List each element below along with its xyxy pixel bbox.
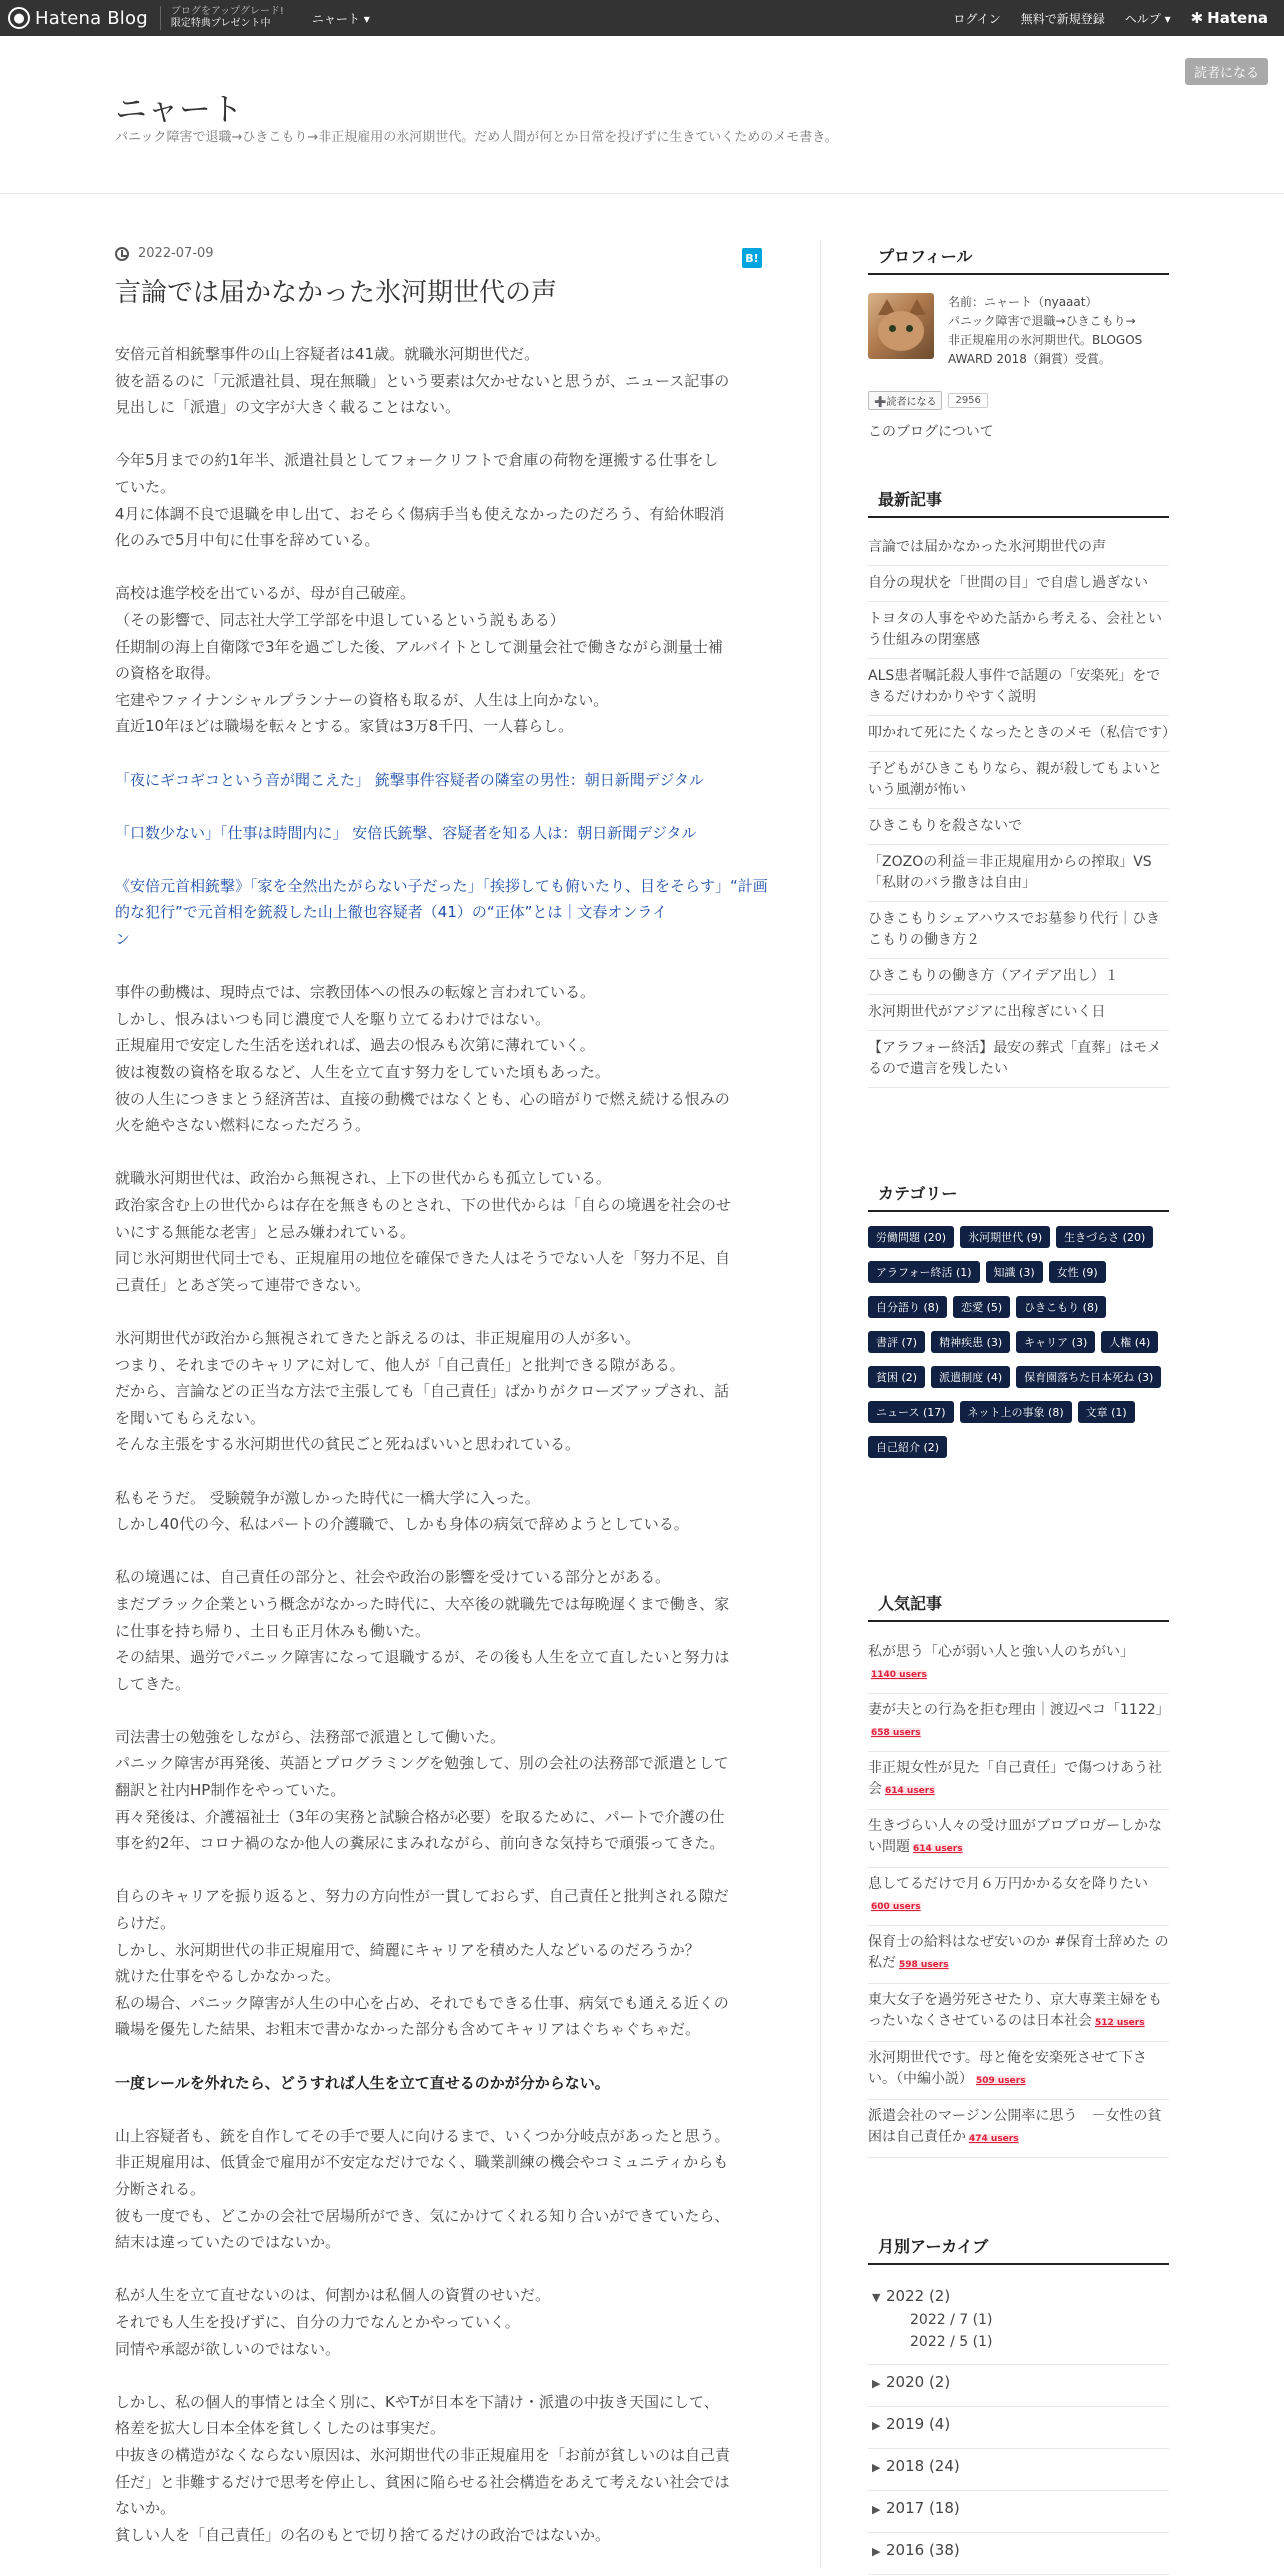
archive-year-open[interactable]	[868, 2279, 1169, 2365]
body-line: らけだ。	[115, 1914, 176, 1933]
body-line: 今年5月までの約1年半、派遣社員としてフォークリフトで倉庫の荷物を運搬する仕事をし	[115, 451, 719, 470]
popular-post-item[interactable]	[868, 2042, 1169, 2100]
recent-post-link[interactable]: ひきこもりシェアハウスでお墓参り代行｜ひきこもりの働き方２	[868, 902, 1169, 959]
brand-name: Hatena Blog	[35, 7, 148, 29]
hatena-logo-icon: ●	[8, 7, 30, 29]
hatena-bookmark-button[interactable]: B!	[742, 248, 762, 268]
category-tag[interactable]: 労働問題 (20)	[868, 1226, 954, 1248]
popular-post-title[interactable]: 妻が夫との行為を拒む理由｜渡辺ペコ「1122」	[868, 1702, 1170, 1718]
body-line: しかし、氷河期世代の非正規雇用で、綺麗にキャリアを積めた人などいるのだろうか？	[115, 1940, 700, 1959]
body-line: 職場を優先した結果、お粗末で書かなかった部分も含めてキャリアはぐちゃぐちゃだ。	[115, 2020, 701, 2039]
popular-post-item[interactable]	[868, 1752, 1169, 1810]
avatar[interactable]	[868, 293, 934, 359]
body-line: そんな主張をする氷河期世代の貧民ごと死ねばいいと思われている。	[115, 1435, 581, 1454]
body-line: 山上容疑者も、銃を自作してその手で要人に向けるまで、いくつか分岐点があったと思う。	[115, 2126, 730, 2145]
hatena-label: Hatena	[1207, 9, 1268, 27]
body-line: 化のみで5月中旬に仕事を辞めている。	[115, 531, 380, 550]
popular-post-title[interactable]: 息してるだけで月６万円かかる女を降りたい	[868, 1876, 1148, 1892]
category-tag[interactable]: アラフォー終活 (1)	[868, 1261, 980, 1283]
body-line: 司法書士の勉強をしながら、法務部で派遣として働いた。	[115, 1727, 506, 1746]
body-line[interactable]: 《安倍元首相銃撃》「家を全然出たがらない子だった」「挨拶しても俯いたり、目をそらす」“計画的な犯行”で元首相を銃殺した山上徹也容疑者（41）の“正体”とは｜文春オンライ	[115, 876, 768, 922]
archive-year[interactable]	[868, 2533, 1169, 2575]
body-line: の資格を取得。	[115, 664, 221, 683]
bookmark-users-badge[interactable]: 474 users	[969, 2134, 1019, 2144]
archive-year[interactable]	[868, 2365, 1169, 2407]
body-line: 安倍元首相銃撃事件の山上容疑者は41歳。就職氷河期世代だ。	[115, 345, 540, 363]
archive-year-label[interactable]: 2017 (18)	[886, 2499, 960, 2517]
archive-year[interactable]	[868, 2491, 1169, 2533]
help-dropdown[interactable]: ヘルプ ▾	[1124, 11, 1171, 26]
category-tag[interactable]: 人権 (4)	[1101, 1331, 1158, 1353]
body-line: 自らのキャリアを振り返ると、努力の方向性が一貫しておらず、自己責任と批判される隙だ	[115, 1887, 729, 1906]
blog-description: パニック障害で退職→ひきこもり→非正規雇用の氷河期世代。だめ人間が何とか日常を投げずに生きていくためのメモ書き。	[115, 130, 838, 145]
popular-post-item[interactable]	[868, 1868, 1169, 1926]
body-line: 4月に体調不良で退職を申し出て、おそらく傷病手当も使えなかったのだろう、有給休暇消	[115, 504, 725, 523]
recent-post-link[interactable]: 【アラフォー終活】最安の葬式「直葬」はモメるので遺言を残したい	[868, 1031, 1169, 1088]
related-article-link[interactable]	[115, 873, 775, 953]
bookmark-users-badge[interactable]: 614 users	[913, 1844, 963, 1854]
recent-post-link[interactable]: 「ZOZOの利益＝非正規雇用からの搾取」VS「私財のバラ撒きは自由」	[868, 845, 1169, 902]
archive-module	[868, 2234, 1169, 2575]
popular-post-item[interactable]	[868, 1636, 1169, 1694]
profile-heading: プロフィール	[868, 244, 1169, 275]
clock-icon	[115, 247, 129, 261]
body-line: （その影響で、同志社大学工学部を中退しているという説もある）	[115, 610, 565, 629]
popular-posts-module	[868, 1591, 1169, 2158]
body-paragraph	[115, 2070, 775, 2097]
recent-posts-module	[868, 487, 1176, 1088]
body-line: 彼も一度でも、どこかの会社で居場所ができ、気にかけてくれる知り合いができていたら、	[115, 2206, 730, 2225]
body-line: 任期制の海上自衛隊で3年を過ごした後、アルバイトとして測量会社で働きながら測量士補	[115, 637, 723, 656]
triangle-right-icon[interactable]: ▶	[872, 2503, 881, 2516]
body-line: 就職氷河期世代は、政治から無視され、上下の世代からも孤立している。	[115, 1169, 611, 1188]
category-tag[interactable]: 派遣制度 (4)	[931, 1366, 1010, 1388]
promo-line2: 限定特典プレゼント中	[170, 18, 271, 29]
popular-post-title[interactable]: 私が思う「心が弱い人と強い人のちがい」	[868, 1644, 1134, 1660]
triangle-right-icon[interactable]: ▶	[872, 2419, 881, 2432]
triangle-down-icon[interactable]: ▼	[872, 2291, 881, 2304]
bookmark-users-badge[interactable]: 512 users	[1095, 2018, 1145, 2028]
body-line: 就けた仕事をやるしかなかった。	[115, 1967, 341, 1986]
hatena-blog-logo[interactable]	[8, 0, 148, 36]
triangle-right-icon[interactable]: ▶	[872, 2377, 881, 2390]
category-tag[interactable]: ニュース (17)	[868, 1401, 954, 1423]
body-paragraph	[115, 1883, 775, 2043]
body-line: いにする無能な老害」と忌み嫌われている。	[115, 1222, 416, 1241]
body-paragraph	[115, 1325, 775, 1458]
archive-year-label[interactable]: 2020 (2)	[886, 2373, 951, 2391]
bookmark-users-badge[interactable]: 600 users	[871, 1902, 921, 1912]
body-paragraph	[115, 341, 775, 421]
blog-header	[0, 36, 1284, 194]
sidebar-subscribe-button[interactable]: ➕読者になる	[868, 391, 942, 410]
categories-module	[868, 1181, 1169, 1471]
archive-month-link[interactable]: 2022 / 5 (1)	[910, 2334, 993, 2350]
hatena-home-link[interactable]	[1191, 9, 1268, 27]
category-tag[interactable]: 自己紹介 (2)	[868, 1436, 947, 1458]
body-line: 私の境遇には、自己責任の部分と、社会や政治の影響を受けている部分とがある。	[115, 1568, 671, 1587]
body-line: 火を絶やさない燃料になっただろう。	[115, 1116, 371, 1135]
subscriber-count[interactable]: 2956	[948, 393, 987, 408]
body-line[interactable]: 「夜にギコギコという音が聞こえた」 銃撃事件容疑者の隣室の男性：朝日新聞デジタル	[115, 770, 704, 789]
bookmark-users-badge[interactable]: 1140 users	[871, 1670, 927, 1680]
body-line[interactable]: ン	[115, 930, 131, 949]
recent-posts-list	[868, 530, 1176, 1088]
bookmark-users-badge[interactable]: 614 users	[885, 1786, 935, 1796]
recent-post-link[interactable]: ひきこもりの働き方（アイデア出し）１	[868, 959, 1169, 995]
popular-post-item[interactable]	[868, 1810, 1169, 1868]
login-link[interactable]: ログイン	[953, 11, 1001, 26]
category-tag[interactable]: 女性 (9)	[1049, 1261, 1106, 1283]
popular-post-item[interactable]	[868, 1984, 1169, 2042]
body-line: 見出しに「派遣」の文字が大きく載ることはない。	[115, 398, 461, 417]
about-blog-link[interactable]: このブログについて	[868, 424, 994, 440]
body-line: 氷河期世代が政治から無視されてきたと訴えるのは、非正規雇用の人が多い。	[115, 1328, 641, 1347]
body-line: 私もそうだ。 受験競争が激しかった時代に一橋大学に入った。	[115, 1488, 540, 1507]
profile-line: 非正規雇用の氷河期世代。BLOGOS	[948, 333, 1143, 347]
category-tag[interactable]: 生きづらさ (20)	[1056, 1226, 1153, 1248]
category-tag[interactable]: 文章 (1)	[1078, 1401, 1135, 1423]
profile-line: AWARD 2018（銅賞）受賞。	[948, 352, 1111, 366]
recent-post-link[interactable]: ひきこもりを殺さないで	[868, 809, 1169, 845]
body-paragraph	[115, 1564, 775, 1697]
body-line: 格差を拡大し日本全体を貧しくしたのは事実だ。	[115, 2419, 446, 2438]
body-line: しかし、私の個人的事情とは全く別に、KやTが日本を下請け・派遣の中抜き天国にして、	[115, 2392, 719, 2411]
entry-body	[115, 341, 775, 2548]
body-paragraph	[115, 2389, 775, 2549]
archive-year-label[interactable]: 2018 (24)	[886, 2457, 960, 2475]
popular-post-title[interactable]: 東大女子を過労死させたり、京大専業主婦をもったいなくさせているのは日本社会	[868, 1992, 1162, 2029]
recent-post-link[interactable]: トヨタの人事をやめた話から考える、会社という仕組みの閉塞感	[868, 602, 1169, 659]
category-tag[interactable]: ひきこもり (8)	[1016, 1296, 1106, 1318]
body-line: 中抜きの構造がなくならない原因は、氷河期世代の非正規雇用を「お前が貧しいのは自己責	[115, 2445, 731, 2464]
body-line: 一度レールを外れたら、どうすれば人生を立て直せるのかが分からない。	[115, 2073, 610, 2092]
body-paragraph	[115, 1724, 775, 1857]
body-paragraph	[115, 1485, 775, 1538]
body-line: だから、言論などの正当な方法で主張しても「自己責任」ばかりがクローズアップされ、話	[115, 1382, 730, 1401]
body-line: 任だ」と非難するだけで思考を停止し、貧困に陥らせる社会構造をあえて考えない社会では	[115, 2472, 730, 2491]
body-line: しかし、恨みはいつも同じ濃度で人を駆り立てるわけではない。	[115, 1009, 551, 1028]
column-divider	[820, 240, 821, 2568]
body-line: ていた。	[115, 477, 176, 496]
archive-year-label[interactable]: 2019 (4)	[886, 2415, 951, 2433]
archive-months	[872, 2309, 1169, 2353]
entry-date	[115, 246, 775, 261]
popular-posts-heading: 人気記事	[868, 1591, 1169, 1622]
body-line: それでも人生を投げずに、自分の力でなんとかやっていく。	[115, 2312, 520, 2331]
popular-post-title[interactable]: 派遣会社のマージン公開率に思う －女性の貧困は自己責任か	[868, 2108, 1162, 2145]
category-tag[interactable]: キャリア (3)	[1016, 1331, 1095, 1353]
triangle-right-icon[interactable]: ▶	[872, 2461, 881, 2474]
blog-menu-dropdown[interactable]: ニャート ▾	[311, 11, 370, 26]
body-line: 結末は違っていたのではないか。	[115, 2233, 341, 2252]
promo-line1: ブログをアップグレード!	[170, 6, 284, 17]
body-line: を聞いてもらえない。	[115, 1408, 266, 1427]
related-article-link[interactable]	[115, 820, 775, 847]
body-line: 彼を語るのに「元派遣社員、現在無職」という要素は欠かせないと思うが、ニュース記事の	[115, 371, 730, 390]
profile-line: 名前：ニャート（nyaaat）	[948, 295, 1098, 309]
archive-year[interactable]	[868, 2407, 1169, 2449]
popular-post-item[interactable]	[868, 2100, 1169, 2158]
entry-article	[115, 246, 775, 2575]
triangle-right-icon[interactable]: ▶	[872, 2545, 881, 2558]
body-line: 彼は複数の資格を取るなど、人生を立て直す努力をしていた頃もあった。	[115, 1063, 610, 1082]
body-line: 翻訳と社内HP制作をやっていた。	[115, 1781, 346, 1800]
recent-post-link[interactable]: ALS患者嘱託殺人事件で話題の「安楽死」をできるだけわかりやすく説明	[868, 659, 1169, 716]
body-line: してきた。	[115, 1674, 191, 1693]
body-line: 直近10年ほどは職場を転々とする。家賃は3万8千円、一人暮らし。	[115, 717, 574, 736]
category-tag[interactable]: 貧困 (2)	[868, 1366, 925, 1388]
archive-year-label[interactable]: 2022 (2)	[886, 2287, 951, 2305]
categories-heading: カテゴリー	[868, 1181, 1169, 1212]
body-line: 事件の動機は、現時点では、宗教団体への恨みの転嫁と言われている。	[115, 983, 596, 1002]
body-paragraph	[115, 979, 775, 1139]
global-header	[0, 0, 1284, 36]
body-line: その結果、過労でパニック障害になって退職するが、その後も人生を立て直したいと努力は	[115, 1648, 730, 1667]
body-line: 私の場合、パニック障害が人生の中心を占め、それでもできる仕事、病気でも通える近くの	[115, 1993, 729, 2012]
category-tag[interactable]: 氷河期世代 (9)	[960, 1226, 1050, 1248]
body-line: 非正規雇用は、低賃金で雇用が不安定なだけでなく、職業訓練の機会やコミュニティからも	[115, 2153, 729, 2172]
body-paragraph	[115, 447, 775, 553]
body-line: 貧しい人を「自己責任」の名のもとで切り捨てるだけの政治ではないか。	[115, 2525, 611, 2544]
body-line: 事を約2年、コロナ禍のなか他人の糞尿にまみれながら、前向きな気持ちで頑張ってきた。	[115, 1834, 725, 1853]
category-tag[interactable]: 精神疾患 (3)	[931, 1331, 1010, 1353]
archive-list	[868, 2279, 1169, 2575]
body-line: 再々発後は、介護福祉士（3年の実務と試験合格が必要）を取るために、パートで介護の仕	[115, 1807, 725, 1826]
category-tag[interactable]: 恋愛 (5)	[953, 1296, 1010, 1318]
body-paragraph	[115, 2123, 775, 2256]
category-tag[interactable]: ネット上の事象 (8)	[960, 1401, 1072, 1423]
bookmark-users-badge[interactable]: 658 users	[871, 1728, 921, 1738]
archive-year-label[interactable]: 2016 (38)	[886, 2541, 960, 2559]
body-line: 同情や承認が欲しいのではない。	[115, 2339, 341, 2358]
profile-description	[948, 293, 1142, 369]
popular-post-item[interactable]	[868, 1926, 1169, 1984]
recent-post-link[interactable]: 氷河期世代がアジアに出稼ぎにいく日	[868, 995, 1169, 1031]
body-line[interactable]: 「口数少ない」「仕事は時間内に」 安倍氏銃撃、容疑者を知る人は：朝日新聞デジタル	[115, 823, 697, 842]
hatena-star-icon: ✱	[1190, 9, 1204, 27]
body-paragraph	[115, 580, 775, 740]
body-paragraph	[115, 1165, 775, 1298]
body-line: 正規雇用で安定した生活を送れれば、過去の恨みも次第に薄れていく。	[115, 1036, 595, 1055]
body-line: 宅建やファイナンシャルプランナーの資格も取るが、人生は上向かない。	[115, 690, 609, 709]
body-line: 政治家含む上の世代からは存在を無きものとされ、下の世代からは「自らの境遇を社会のせ	[115, 1196, 731, 1214]
body-line: まだブラック企業という概念がなかった時代に、大卒後の就職先では毎晩遅くまで働き、家	[115, 1594, 730, 1613]
signup-link[interactable]: 無料で新規登録	[1020, 11, 1105, 26]
body-line: 己責任」とあざ笑って連帯できない。	[115, 1275, 371, 1294]
body-line: 同じ氷河期世代同士でも、正規雇用の地位を確保できた人はそうでない人を「努力不足、自	[115, 1249, 731, 1268]
popular-post-title[interactable]: 保育士の給料はなぜ安いのか #保育士辞めた の私だ	[868, 1934, 1169, 1971]
popular-post-item[interactable]	[868, 1694, 1169, 1752]
archive-month-link[interactable]: 2022 / 7 (1)	[910, 2312, 993, 2328]
blog-title[interactable]: ニャート	[115, 90, 244, 128]
body-line: ないか。	[115, 2499, 176, 2518]
body-line: つまり、それまでのキャリアに対して、他人が「自己責任」と批判できる隙がある。	[115, 1355, 685, 1374]
recent-post-link[interactable]: 言論では届かなかった氷河期世代の声	[868, 530, 1169, 566]
popular-post-title[interactable]: 氷河期世代です。母と俺を安楽死させて下さい。（中編小説）	[868, 2050, 1147, 2087]
upgrade-promo-link[interactable]	[160, 6, 284, 30]
popular-post-title[interactable]: 生きづらい人々の受け皿がブロブロガーしかない問題	[868, 1818, 1162, 1855]
body-paragraph	[115, 2282, 775, 2362]
recent-post-link[interactable]: 叩かれて死にたくなったときのメモ（私信です）	[868, 716, 1169, 752]
body-line: 彼の人生につきまとう経済苦は、直接の動機ではなくとも、心の暗がりで燃え続ける恨みの	[115, 1089, 730, 1108]
recent-post-link[interactable]: 子どもがひきこもりなら、親が殺してもよいという風潮が怖い	[868, 752, 1169, 809]
bookmark-users-badge[interactable]: 509 users	[976, 2076, 1026, 2086]
category-tags	[868, 1226, 1169, 1471]
archive-year[interactable]	[868, 2449, 1169, 2491]
subscribe-button[interactable]: 読者になる	[1185, 58, 1268, 85]
category-tag[interactable]: 書評 (7)	[868, 1331, 925, 1353]
category-tag[interactable]: 自分語り (8)	[868, 1296, 947, 1318]
body-line: パニック障害が再発後、英語とプログラミングを勉強して、別の会社の法務部で派遣として	[115, 1754, 729, 1773]
body-line: に仕事を持ち帰り、土日も正月休みも働いた。	[115, 1621, 431, 1640]
popular-post-title[interactable]: 非正規女性が見た「自己責任」で傷つけあう社会	[868, 1760, 1162, 1797]
entry-date-link[interactable]: 2022-07-09	[138, 246, 214, 261]
body-line: 高校は進学校を出ているが、母が自己破産。	[115, 584, 416, 603]
popular-posts-list	[868, 1636, 1169, 2158]
entry-title[interactable]: 言論では届かなかった氷河期世代の声	[115, 278, 558, 308]
recent-post-link[interactable]: 自分の現状を「世間の目」で自虐し過ぎない	[868, 566, 1169, 602]
category-tag[interactable]: 知識 (3)	[986, 1261, 1043, 1283]
category-tag[interactable]: 保育園落ちた日本死ね (3)	[1016, 1366, 1161, 1388]
profile-line: パニック障害で退職→ひきこもり→	[948, 314, 1136, 328]
archive-heading: 月別アーカイブ	[868, 2234, 1169, 2265]
profile-module	[868, 244, 1169, 441]
bookmark-users-badge[interactable]: 598 users	[899, 1960, 949, 1970]
body-line: 分断される。	[115, 2179, 206, 2198]
recent-posts-heading: 最新記事	[868, 487, 1169, 518]
related-article-link[interactable]	[115, 767, 775, 794]
body-line: しかし40代の今、私はパートの介護職で、しかも身体の病気で辞めようとしている。	[115, 1515, 689, 1534]
body-line: 私が人生を立て直せないのは、何割かは私個人の資質のせいだ。	[115, 2286, 551, 2305]
